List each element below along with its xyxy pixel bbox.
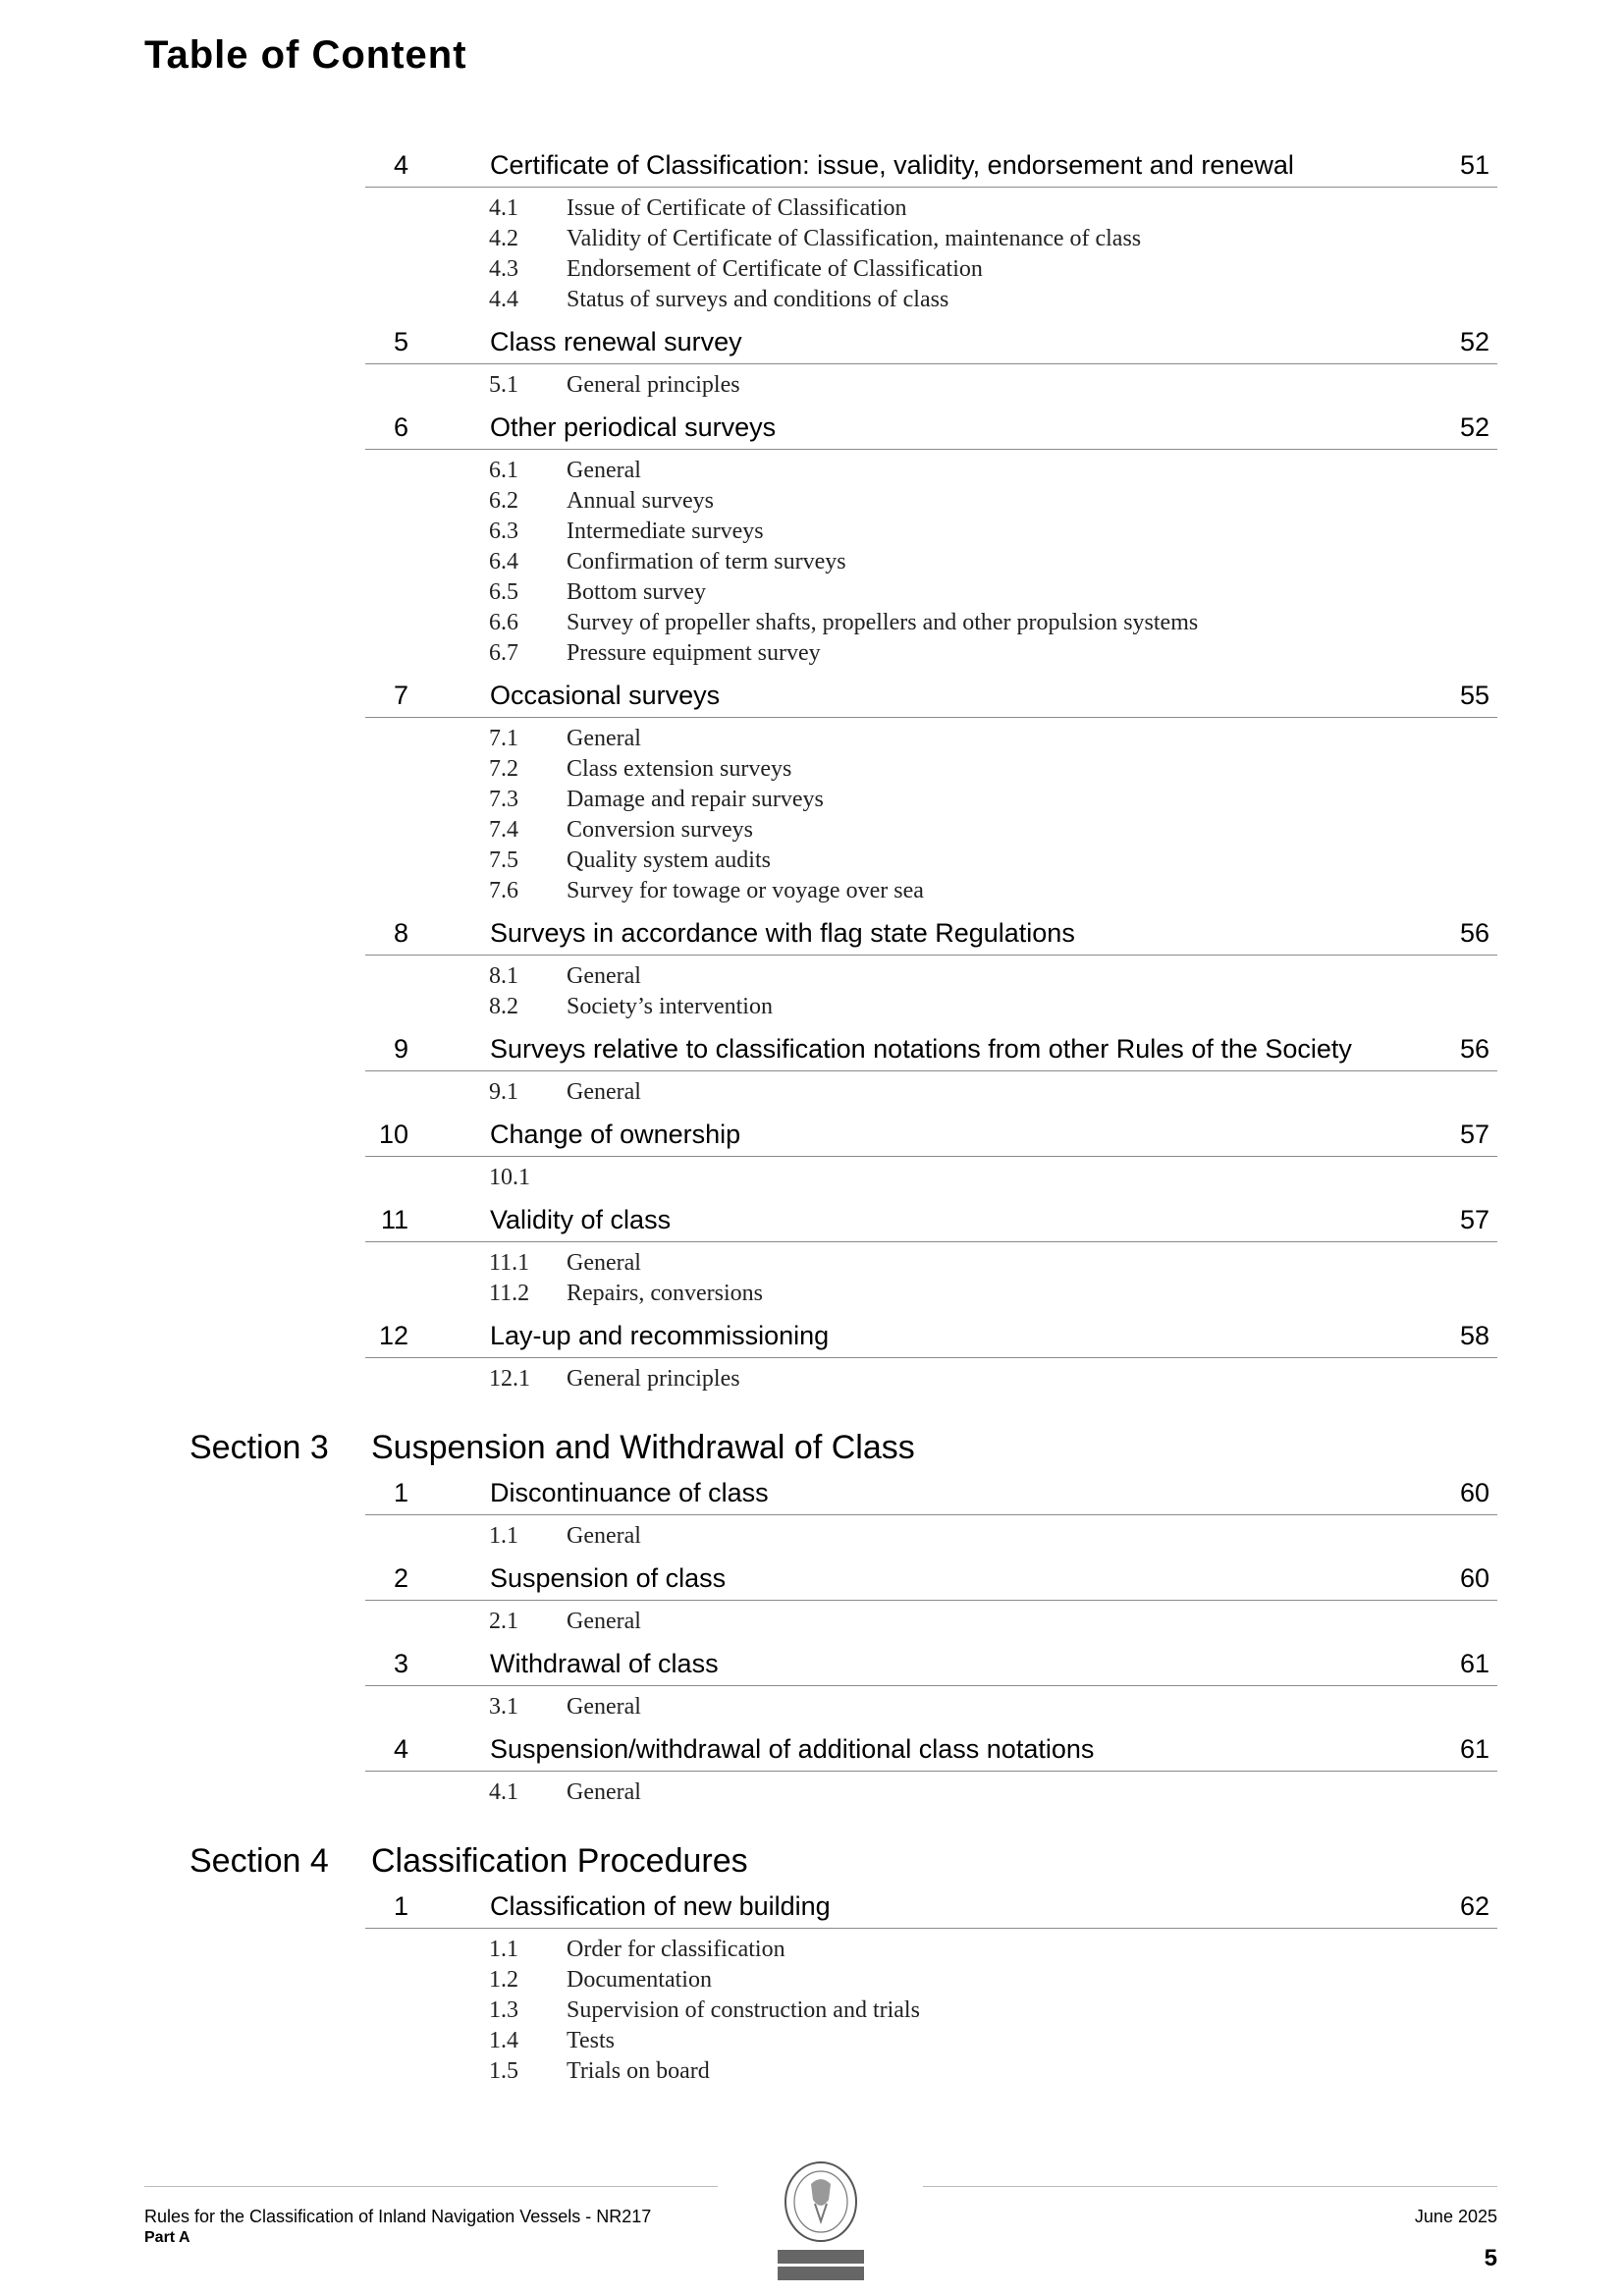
subsection-list [0,1929,1623,2096]
toc-article[interactable] [365,678,1497,718]
toc-article[interactable] [365,324,1497,364]
subsection-number: 7.1 [489,726,518,751]
subsection-list [0,956,1623,1031]
subsection-list [0,1772,1623,1817]
subsection-list [0,1157,1623,1202]
subsection-title: Validity of Certificate of Classification, maintenance of class [567,226,1142,251]
article-page: 62 [1459,1891,1489,1921]
subsection-number: 2.1 [489,1609,518,1634]
subsection-title: General principles [567,1366,740,1392]
toc-article[interactable] [365,1731,1497,1772]
article-number: 10 [378,1120,408,1149]
article-number: 4 [393,150,408,180]
article-title[interactable]: Suspension/withdrawal of additional class notations [490,1734,1095,1764]
article-title[interactable]: Surveys in accordance with flag state Regulations [490,918,1075,948]
article-page: 52 [1459,412,1489,442]
article-number: 9 [393,1034,408,1064]
toc-article[interactable] [365,1117,1497,1157]
subsection-number: 7.6 [489,878,518,903]
subsection-number: 3.1 [489,1694,518,1720]
toc-subsection[interactable] [0,1281,1623,1311]
footer-date: June 2025 [1414,2207,1497,2226]
subsection-title: Status of surveys and conditions of class [567,287,949,312]
subsection-list [0,364,1623,410]
toc-subsection[interactable] [0,756,1623,787]
subsection-title: Order for classification [567,1937,785,1962]
toc-subsection[interactable] [0,878,1623,908]
toc-subsection[interactable] [0,787,1623,817]
article-number: 4 [393,1734,408,1764]
subsection-number: 5.1 [489,372,518,398]
subsection-title: General [567,963,641,989]
article-page: 52 [1459,327,1489,356]
subsection-title: General [567,1609,641,1634]
article-number: 11 [380,1205,408,1234]
toc-subsection[interactable] [0,994,1623,1024]
subsection-title: Bottom survey [567,579,706,605]
article-title[interactable]: Suspension of class [490,1563,727,1593]
table-of-contents [0,147,1623,2096]
article-number: 3 [393,1649,408,1678]
toc-subsection[interactable] [0,1997,1623,2028]
subsection-number: 4.3 [489,256,518,282]
subsection-title: Supervision of construction and trials [567,1997,920,2023]
subsection-title: General [567,1694,641,1720]
subsection-number: 6.6 [489,610,518,635]
toc-subsection[interactable] [0,1694,1623,1724]
subsection-number: 8.1 [489,963,518,989]
article-number: 1 [393,1478,408,1507]
toc-subsection[interactable] [0,579,1623,610]
subsection-list [0,1071,1623,1117]
section-label: Section 4 [189,1842,329,1880]
subsection-title: Survey of propeller shafts, propellers and other propulsion systems [567,610,1199,635]
toc-subsection[interactable] [0,963,1623,994]
subsection-number: 4.1 [489,195,518,221]
toc-subsection[interactable] [0,1250,1623,1281]
subsection-title: Annual surveys [567,488,714,514]
article-title[interactable]: Class renewal survey [490,327,742,356]
toc-article[interactable] [365,1646,1497,1686]
article-number: 7 [393,681,408,710]
toc-subsection[interactable] [0,2058,1623,2089]
subsection-list [0,718,1623,915]
subsection-number: 4.4 [489,287,518,312]
toc-subsection[interactable] [0,256,1623,287]
toc-subsection[interactable] [0,226,1623,256]
subsection-list [0,1515,1623,1560]
subsection-number: 1.1 [489,1937,518,1962]
article-page: 58 [1459,1321,1489,1350]
toc-subsection[interactable] [0,1937,1623,1967]
article-title[interactable]: Other periodical surveys [490,412,777,442]
subsection-title: Quality system audits [567,847,771,873]
subsection-list [0,1358,1623,1403]
bureau-veritas-logo [772,2160,870,2284]
article-page: 57 [1459,1205,1489,1234]
subsection-title: Issue of Certificate of Classification [567,195,907,221]
subsection-title: Endorsement of Certificate of Classification [567,256,983,282]
article-number: 6 [393,412,408,442]
toc-subsection[interactable] [0,640,1623,671]
subsection-number: 6.7 [489,640,518,666]
article-page: 56 [1459,1034,1489,1064]
article-page: 60 [1459,1478,1489,1507]
subsection-list [0,1242,1623,1318]
toc-article[interactable] [365,1202,1497,1242]
subsection-number: 1.5 [489,2058,518,2084]
subsection-list [0,1601,1623,1646]
article-page: 57 [1459,1120,1489,1149]
subsection-title: Conversion surveys [567,817,753,843]
subsection-number: 11.1 [489,1250,530,1276]
article-page: 56 [1459,918,1489,948]
footer-rule-right [923,2186,1497,2187]
section-heading [0,1423,1623,1475]
subsection-number: 6.3 [489,519,518,544]
toc-article[interactable] [365,1475,1497,1515]
subsection-list [0,450,1623,678]
article-title[interactable]: Withdrawal of class [490,1649,719,1678]
article-title[interactable]: Discontinuance of class [490,1478,769,1507]
subsection-title: General [567,1779,641,1805]
toc-article[interactable] [365,147,1497,188]
subsection-list [0,1686,1623,1731]
toc-subsection[interactable] [0,1523,1623,1554]
toc-article[interactable] [365,915,1497,956]
article-number: 8 [393,918,408,948]
subsection-number: 8.2 [489,994,518,1019]
subsection-title: General [567,458,641,483]
subsection-title: Trials on board [567,2058,710,2084]
article-title[interactable]: Lay-up and recommissioning [490,1321,830,1350]
toc-subsection[interactable] [0,519,1623,549]
subsection-title: Intermediate surveys [567,519,764,544]
toc-subsection[interactable] [0,1967,1623,1997]
subsection-title: General [567,726,641,751]
subsection-title: Tests [567,2028,615,2053]
article-page: 51 [1459,150,1489,180]
subsection-number: 10.1 [489,1165,530,1190]
article-title[interactable]: Certificate of Classification: issue, validity, endorsement and renewal [490,150,1294,180]
toc-subsection[interactable] [0,2028,1623,2058]
page-number: 5 [1484,2245,1497,2271]
article-page: 60 [1459,1563,1489,1593]
subsection-number: 12.1 [489,1366,530,1392]
subsection-title: Survey for towage or voyage over sea [567,878,924,903]
toc-subsection[interactable] [0,817,1623,847]
subsection-title: General [567,1523,641,1549]
page-footer [0,2160,1623,2296]
subsection-number: 11.2 [489,1281,530,1306]
toc-article[interactable] [365,1560,1497,1601]
article-number: 1 [393,1891,408,1921]
subsection-number: 1.2 [489,1967,518,1993]
subsection-title: General [567,1079,641,1105]
article-page: 61 [1459,1649,1489,1678]
subsection-number: 6.4 [489,549,518,574]
toc-subsection[interactable] [0,372,1623,403]
subsection-number: 7.2 [489,756,518,782]
subsection-title: Society’s intervention [567,994,773,1019]
subsection-number: 7.5 [489,847,518,873]
subsection-number: 7.4 [489,817,518,843]
article-page: 55 [1459,681,1489,710]
subsection-title: Damage and repair surveys [567,787,824,812]
subsection-title: Class extension surveys [567,756,792,782]
toc-subsection[interactable] [0,726,1623,756]
subsection-number: 1.1 [489,1523,518,1549]
toc-subsection[interactable] [0,195,1623,226]
toc-article[interactable] [365,1031,1497,1071]
subsection-number: 6.1 [489,458,518,483]
page-title: Table of Content [144,33,467,77]
toc-subsection[interactable] [0,1366,1623,1396]
subsection-title: Documentation [567,1967,712,1993]
toc-subsection[interactable] [0,1609,1623,1639]
toc-subsection[interactable] [0,458,1623,488]
toc-article[interactable] [365,1888,1497,1929]
subsection-number: 9.1 [489,1079,518,1105]
subsection-number: 4.1 [489,1779,518,1805]
article-number: 2 [393,1563,408,1593]
toc-subsection[interactable] [0,287,1623,317]
article-title[interactable]: Change of ownership [490,1120,741,1149]
footer-document-title: Rules for the Classification of Inland Navigation Vessels - NR217 [144,2207,652,2226]
section-title[interactable]: Classification Procedures [371,1842,748,1880]
subsection-number: 4.2 [489,226,518,251]
footer-rule-left [144,2186,718,2187]
subsection-title: Repairs, conversions [567,1281,763,1306]
article-title[interactable]: Occasional surveys [490,681,721,710]
subsection-title: General [567,1250,641,1276]
article-number: 12 [378,1321,408,1350]
toc-subsection[interactable] [0,610,1623,640]
toc-subsection[interactable] [0,1079,1623,1110]
section-label: Section 3 [189,1429,329,1466]
toc-subsection[interactable] [0,847,1623,878]
toc-subsection[interactable] [0,1779,1623,1810]
subsection-number: 6.2 [489,488,518,514]
subsection-list [0,188,1623,324]
toc-subsection[interactable] [0,1165,1623,1195]
toc-article[interactable] [365,1318,1497,1358]
toc-subsection[interactable] [0,488,1623,519]
subsection-title: Confirmation of term surveys [567,549,846,574]
article-title[interactable]: Validity of class [490,1205,672,1234]
subsection-number: 1.3 [489,1997,518,2023]
toc-article[interactable] [365,410,1497,450]
subsection-number: 1.4 [489,2028,518,2053]
section-title[interactable]: Suspension and Withdrawal of Class [371,1429,915,1466]
subsection-title: Pressure equipment survey [567,640,821,666]
subsection-number: 6.5 [489,579,518,605]
subsection-number: 7.3 [489,787,518,812]
footer-part: Part A [144,2229,190,2246]
article-title[interactable]: Classification of new building [490,1891,831,1921]
article-page: 61 [1459,1734,1489,1764]
article-number: 5 [393,327,408,356]
toc-subsection[interactable] [0,549,1623,579]
article-title[interactable]: Surveys relative to classification notations from other Rules of the Society [490,1034,1352,1064]
subsection-title: General principles [567,372,740,398]
section-heading [0,1836,1623,1888]
